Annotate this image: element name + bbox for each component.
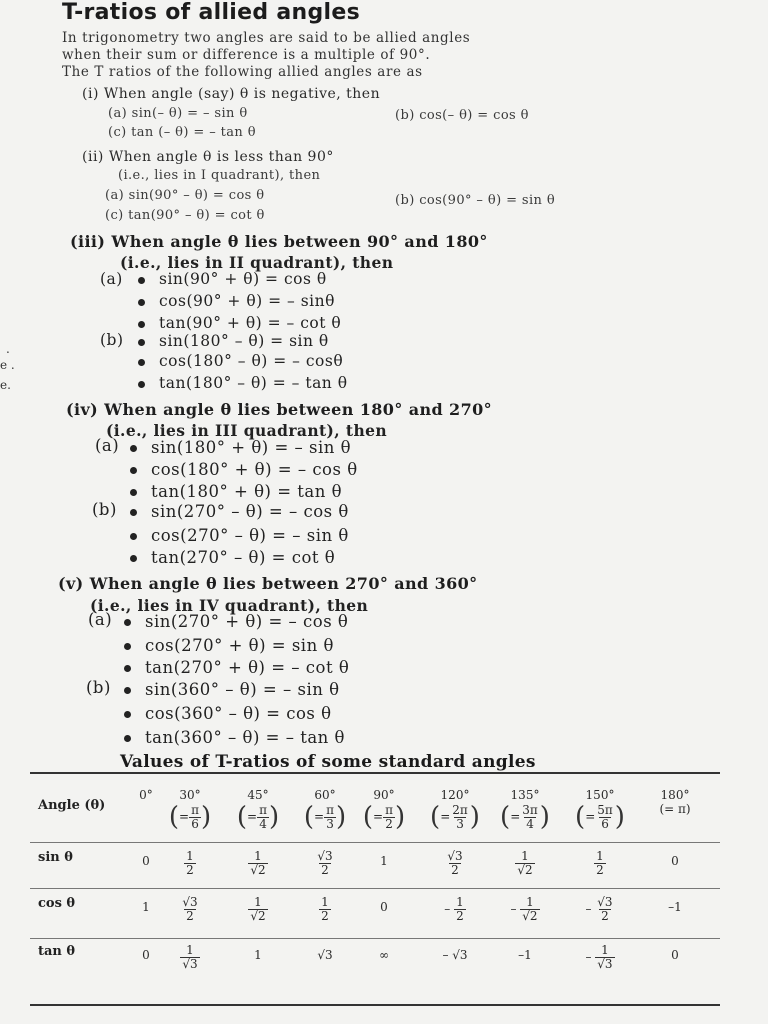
section-4-part-a-label: (a) — [95, 436, 120, 455]
cell-value: – √3 — [442, 948, 468, 962]
formula-item: tan(90° + θ) = – cot θ — [138, 314, 341, 332]
bullet-icon — [138, 277, 145, 284]
numerator: 3π — [522, 802, 538, 817]
table-cell — [570, 850, 630, 877]
margin-mark: . — [6, 342, 10, 356]
paren-open: ( — [303, 802, 315, 832]
formula-item: tan(270° + θ) = – cot θ — [124, 658, 349, 677]
numerator: 1 — [254, 895, 262, 909]
table-title: Values of T-ratios of some standard angles — [120, 752, 536, 772]
cell-value: –1 — [668, 900, 682, 914]
cell-value: 1 — [254, 948, 262, 962]
bullet-icon — [130, 445, 137, 452]
fraction — [454, 896, 466, 923]
fraction — [515, 850, 534, 877]
section-3-subheading: (i.e., lies in II quadrant), then — [120, 253, 394, 272]
table-cell — [425, 850, 485, 877]
cell-value: 0 — [142, 854, 150, 868]
fraction — [595, 944, 614, 971]
intro-line: In trigonometry two angles are said to be allied angles — [62, 30, 471, 46]
angle-degrees: 135° — [510, 788, 540, 802]
numerator: 1 — [596, 849, 604, 863]
equals-sign: = — [510, 809, 521, 824]
bullet-icon — [130, 509, 137, 516]
angle-column-header — [495, 788, 555, 832]
angle-degrees: 45° — [247, 788, 269, 802]
table-cell — [425, 948, 485, 962]
formula-item: sin(360° – θ) = – sin θ — [124, 680, 340, 699]
angle-radians — [354, 802, 414, 832]
paren-open: ( — [168, 802, 180, 832]
table-cell — [570, 944, 630, 971]
row-label: tan θ — [38, 944, 76, 959]
table-bottom-rule — [30, 1004, 720, 1006]
section-5-part-b-label: (b) — [86, 678, 111, 697]
bullet-icon — [124, 619, 131, 626]
bullet-icon — [138, 321, 145, 328]
section-2-subheading: (i.e., lies in I quadrant), then — [118, 168, 321, 183]
bullet-icon — [130, 467, 137, 474]
row-label: sin θ — [38, 850, 73, 865]
fraction — [324, 804, 336, 831]
fraction — [184, 850, 196, 877]
section-1-formula-b: (b) cos(– θ) = cos θ — [395, 108, 529, 123]
angle-radians — [425, 802, 485, 832]
section-2-formula-c: (c) tan(90° – θ) = cot θ — [105, 208, 265, 223]
paren-close: ) — [268, 802, 280, 832]
denominator: 2 — [186, 863, 194, 877]
angle-column-header — [228, 788, 288, 832]
bullet-icon — [124, 643, 131, 650]
numerator: 1 — [321, 895, 329, 909]
angle-degrees: 120° — [440, 788, 470, 802]
table-divider — [30, 888, 720, 889]
page-title: T-ratios of allied angles — [62, 0, 360, 25]
denominator: √2 — [250, 909, 266, 923]
equals-sign: = — [440, 809, 451, 824]
denominator: 4 — [259, 816, 267, 831]
angle-degrees: 150° — [585, 788, 615, 802]
angle-column-header — [160, 788, 220, 832]
angle-radians — [228, 802, 288, 832]
numerator: 1 — [526, 895, 534, 909]
numerator: 5π — [597, 802, 613, 817]
formula-item: cos(180° + θ) = – cos θ — [130, 460, 358, 479]
denominator: 3 — [456, 816, 464, 831]
angle-degrees: 60° — [314, 788, 336, 802]
formula-item: tan(180° + θ) = tan θ — [130, 482, 342, 501]
denominator: 2 — [456, 909, 464, 923]
cell-value: 0 — [671, 948, 679, 962]
paren-open: ( — [575, 802, 586, 832]
angle-radians: (= π) — [659, 802, 691, 816]
denominator: 2 — [186, 909, 194, 923]
bullet-icon — [138, 299, 145, 306]
paren-open: ( — [236, 802, 248, 832]
fraction — [248, 850, 267, 877]
bullet-icon — [130, 533, 137, 540]
section-4-subheading: (i.e., lies in III quadrant), then — [106, 421, 388, 440]
numerator: √3 — [317, 849, 333, 863]
numerator: 2π — [452, 802, 468, 817]
section-3-heading: (iii) When angle θ lies between 90° and 180° — [70, 232, 488, 251]
equals-sign: = — [247, 809, 258, 824]
section-1-heading: (i) When angle (say) θ is negative, then — [82, 86, 381, 102]
section-4-heading: (iv) When angle θ lies between 180° and 270° — [66, 400, 493, 419]
table-cell — [295, 948, 355, 962]
equals-sign: = — [314, 809, 325, 824]
denominator: 3 — [326, 816, 334, 831]
fraction — [189, 804, 201, 831]
cell-value: 1 — [380, 854, 388, 868]
bullet-icon — [130, 489, 137, 496]
fraction — [315, 850, 334, 877]
denominator: 2 — [321, 863, 329, 877]
paren-open: ( — [430, 802, 441, 832]
table-cell — [354, 854, 414, 868]
fraction — [248, 896, 267, 923]
angle-degrees: 30° — [179, 788, 201, 802]
formula-item: tan(360° – θ) = – tan θ — [124, 728, 345, 747]
table-cell — [495, 850, 555, 877]
table-cell — [645, 854, 705, 868]
bullet-icon — [138, 339, 145, 346]
table-cell — [495, 896, 555, 923]
bullet-icon — [124, 735, 131, 742]
cell-value: 1 — [142, 900, 150, 914]
table-cell — [425, 896, 485, 923]
minus-sign: – — [510, 902, 521, 916]
angle-column-header — [425, 788, 485, 832]
table-cell — [645, 900, 705, 914]
bullet-icon — [124, 687, 131, 694]
formula-item: cos(360° – θ) = cos θ — [124, 704, 332, 723]
minus-sign: – — [444, 902, 455, 916]
formula-item: cos(180° – θ) = – cosθ — [138, 352, 343, 370]
numerator: π — [191, 802, 199, 817]
angle-column-header — [570, 788, 630, 832]
paren-open: ( — [362, 802, 374, 832]
angle-radians — [160, 802, 220, 832]
section-2-formula-a: (a) sin(90° – θ) = cos θ — [105, 188, 265, 203]
section-3-part-b-label: (b) — [100, 331, 124, 349]
numerator: 1 — [521, 849, 529, 863]
paren-close: ) — [200, 802, 212, 832]
fraction — [383, 804, 395, 831]
formula-item: tan(180° – θ) = – tan θ — [138, 374, 348, 392]
table-cell — [495, 948, 555, 962]
paren-close: ) — [394, 802, 406, 832]
formula-item: sin(180° + θ) = – sin θ — [130, 438, 351, 457]
numerator: √3 — [182, 895, 198, 909]
table-cell — [295, 896, 355, 923]
section-5-subheading: (i.e., lies in IV quadrant), then — [90, 596, 369, 615]
numerator: 1 — [186, 849, 194, 863]
bullet-icon — [138, 359, 145, 366]
fraction — [595, 896, 614, 923]
bullet-icon — [130, 555, 137, 562]
table-cell — [160, 944, 220, 971]
section-1-formula-a: (a) sin(– θ) = – sin θ — [108, 106, 248, 121]
table-cell — [645, 948, 705, 962]
equals-sign: = — [373, 809, 384, 824]
denominator: 2 — [596, 863, 604, 877]
cell-value: 0 — [142, 948, 150, 962]
section-5-heading: (v) When angle θ lies between 270° and 360° — [58, 574, 478, 593]
formula-item: cos(270° + θ) = sin θ — [124, 636, 334, 655]
formula-item: cos(90° + θ) = – sinθ — [138, 292, 335, 310]
fraction — [257, 804, 269, 831]
cell-value: 0 — [380, 900, 388, 914]
minus-sign: – — [585, 950, 596, 964]
angle-radians — [495, 802, 555, 832]
bullet-icon — [124, 665, 131, 672]
numerator: π — [326, 802, 334, 817]
formula-item: sin(270° + θ) = – cos θ — [124, 612, 348, 631]
table-cell — [160, 850, 220, 877]
fraction — [520, 804, 540, 831]
fraction — [180, 944, 199, 971]
section-2-formula-b: (b) cos(90° – θ) = sin θ — [395, 193, 556, 208]
formula-item: sin(270° – θ) = – cos θ — [130, 502, 349, 521]
table-cell — [295, 850, 355, 877]
angle-degrees: 0° — [139, 788, 153, 802]
fraction — [180, 896, 199, 923]
margin-mark: e. — [0, 378, 11, 392]
paren-close: ) — [469, 802, 480, 832]
table-cell — [354, 900, 414, 914]
formula-item: tan(270° – θ) = cot θ — [130, 548, 335, 567]
table-cell — [228, 850, 288, 877]
denominator: 2 — [451, 863, 459, 877]
cell-value: –1 — [518, 948, 532, 962]
cell-value: 0 — [671, 854, 679, 868]
table-cell — [570, 896, 630, 923]
angle-radians — [570, 802, 630, 832]
intro-paragraph — [62, 30, 470, 81]
paren-close: ) — [614, 802, 625, 832]
formula-item: cos(270° – θ) = – sin θ — [130, 526, 349, 545]
section-1-formula-c: (c) tan (– θ) = – tan θ — [108, 125, 256, 140]
section-5-part-a-label: (a) — [88, 610, 113, 629]
denominator: √3 — [182, 957, 198, 971]
fraction — [445, 850, 464, 877]
paren-open: ( — [500, 802, 511, 832]
denominator: 2 — [385, 816, 393, 831]
angle-header-label: Angle (θ) — [38, 798, 106, 813]
cell-value: √3 — [317, 948, 333, 962]
section-3-part-a-label: (a) — [100, 270, 123, 288]
fraction — [594, 850, 606, 877]
equals-sign: = — [179, 809, 190, 824]
denominator: 6 — [191, 816, 199, 831]
paren-close: ) — [539, 802, 550, 832]
equals-sign: = — [585, 809, 596, 824]
angle-radians — [295, 802, 355, 832]
denominator: √2 — [522, 909, 538, 923]
denominator: 6 — [601, 816, 609, 831]
formula-item: sin(90° + θ) = cos θ — [138, 270, 327, 288]
section-2-heading: (ii) When angle θ is less than 90° — [82, 149, 334, 165]
bullet-icon — [138, 381, 145, 388]
denominator: 2 — [321, 909, 329, 923]
denominator: 4 — [526, 816, 534, 831]
table-cell — [354, 948, 414, 962]
formula-item: sin(180° – θ) = sin θ — [138, 332, 329, 350]
fraction — [520, 896, 539, 923]
denominator: √2 — [517, 863, 533, 877]
numerator: √3 — [447, 849, 463, 863]
table-divider — [30, 938, 720, 939]
numerator: π — [259, 802, 267, 817]
table-cell — [228, 948, 288, 962]
numerator: 1 — [186, 943, 194, 957]
fraction — [319, 896, 331, 923]
numerator: 1 — [601, 943, 609, 957]
fraction — [595, 804, 615, 831]
intro-line: The T ratios of the following allied angles are as — [62, 64, 423, 80]
table-divider — [30, 842, 720, 843]
paren-close: ) — [335, 802, 347, 832]
angle-column-header — [645, 788, 705, 816]
section-4-part-b-label: (b) — [92, 500, 117, 519]
numerator: 1 — [254, 849, 262, 863]
table-top-rule — [30, 772, 720, 774]
table-cell — [228, 896, 288, 923]
denominator: 2 — [601, 909, 609, 923]
table-cell — [160, 896, 220, 923]
denominator: √2 — [250, 863, 266, 877]
denominator: √3 — [597, 957, 613, 971]
numerator: √3 — [597, 895, 613, 909]
margin-mark: e . — [0, 358, 15, 372]
angle-column-header — [354, 788, 414, 832]
numerator: 1 — [456, 895, 464, 909]
angle-column-header — [295, 788, 355, 832]
fraction — [450, 804, 470, 831]
cell-value: ∞ — [379, 948, 389, 962]
minus-sign: – — [585, 902, 596, 916]
bullet-icon — [124, 711, 131, 718]
angle-degrees: 90° — [373, 788, 395, 802]
row-label: cos θ — [38, 896, 76, 911]
angle-degrees: 180° — [660, 788, 690, 802]
intro-line: when their sum or difference is a multiple of 90°. — [62, 47, 431, 63]
numerator: π — [385, 802, 393, 817]
